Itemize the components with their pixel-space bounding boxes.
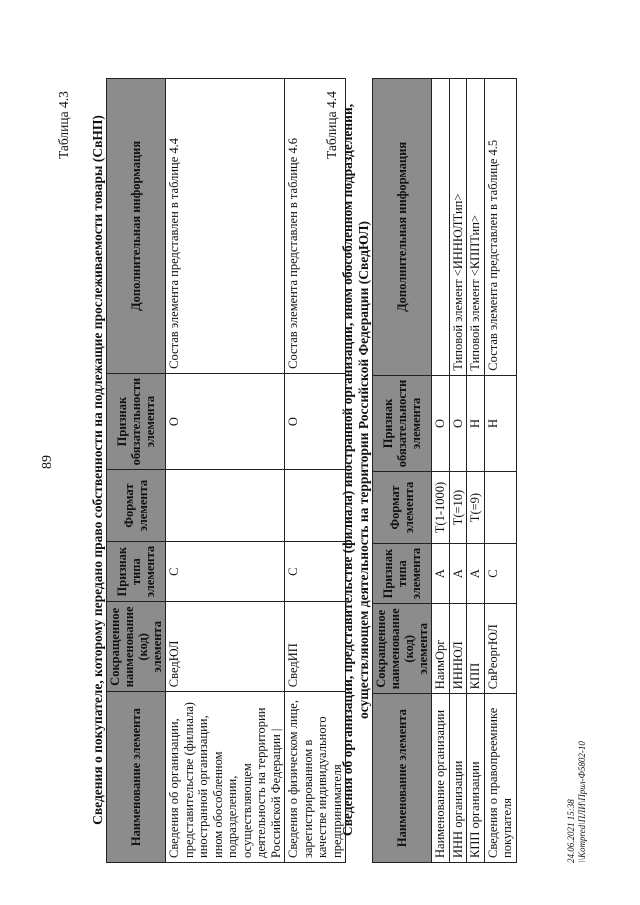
t44-r3-type: А [467, 543, 485, 604]
t43-r2-type: С [285, 541, 346, 602]
table-row [432, 79, 450, 863]
t43-r2-required: О [285, 373, 346, 470]
t43-head-type: Признак типа элемента [107, 541, 166, 602]
t43-r1-info: Состав элемента представлен в таблице 4.4 [166, 79, 285, 374]
t44-r1-required: О [432, 375, 450, 472]
table-4-3-caption: Таблица 4.3 [56, 91, 71, 159]
t44-head-name: Наименование элемента [373, 694, 432, 863]
t44-r1-type: А [432, 543, 450, 604]
t43-r1-name: Сведения об организации, представительстве (филиала) иностранной организации, ином обособленном подразделении, осуществляющем деятельность на территории Российской Федерации | [166, 692, 285, 863]
table-row [166, 79, 285, 863]
t44-r3-info: Типовой элемент <КППТип> [467, 79, 485, 376]
t43-head-required: Признак обязательности элемента [107, 373, 166, 470]
t44-head-required: Признак обязательности элемента [373, 375, 432, 472]
t44-r2-type: А [449, 543, 467, 604]
table-row [285, 79, 346, 863]
t44-r4-type: С [484, 543, 516, 604]
table-4-4-title-line1: Сведения об организации, представительстве (филиала) иностранной организации, ином обособленном подразделении, [340, 103, 355, 837]
t44-r4-required: Н [484, 375, 516, 472]
t44-r1-format: T(1-1000) [432, 472, 450, 544]
table-row [484, 79, 516, 863]
footer-file-path: \\Kompred\ПЛИ\Прил-Ф5802-10 [577, 741, 587, 863]
t44-r3-required: Н [467, 375, 485, 472]
t44-r2-info: Типовой элемент <ИННЮЛТип> [449, 79, 467, 376]
t44-head-type: Признак типа элемента [373, 543, 432, 604]
t43-r1-format [166, 470, 285, 541]
t44-r4-info: Состав элемента представлен в таблице 4.5 [484, 79, 516, 376]
t43-head-info: Дополнительная информация [107, 79, 166, 374]
t43-r1-type: С [166, 541, 285, 602]
t43-head-name: Наименование элемента [107, 692, 166, 863]
t43-r1-code: СведЮЛ [166, 602, 285, 692]
t44-r1-code: НаимОрг [432, 604, 450, 694]
t43-r1-required: О [166, 373, 285, 470]
t44-r2-name: ИНН организации [449, 694, 467, 863]
page-number: 89 [40, 455, 55, 469]
t44-r3-name: КПП организации [467, 694, 485, 863]
table-row [449, 79, 467, 863]
table-4-4-header-row [373, 79, 432, 863]
t43-r2-format [285, 470, 346, 541]
t44-r4-format [484, 472, 516, 544]
t43-r2-name: Сведения о физическом лице, зарегистрированном в качестве индивидуального предпринимателя [285, 692, 346, 863]
t44-r4-code: СвРеоргЮЛ [484, 604, 516, 694]
t44-r2-code: ИННЮЛ [449, 604, 467, 694]
t44-r2-format: T(=10) [449, 472, 467, 544]
table-4-3-header-row [107, 79, 166, 863]
t44-r3-code: КПП [467, 604, 485, 694]
t44-r2-required: О [449, 375, 467, 472]
t43-r2-info: Состав элемента представлен в таблице 4.6 [285, 79, 346, 374]
t43-head-format: Формат элемента [107, 470, 166, 541]
t44-r1-name: Наименование организации [432, 694, 450, 863]
t43-r2-code: СведИП [285, 602, 346, 692]
t44-head-code: Сокращенное наименование (код) элемента [373, 604, 432, 694]
t43-head-code: Сокращенное наименование (код) элемента [107, 602, 166, 692]
footer-timestamp: 24.06.2021 15:38 [566, 799, 576, 863]
table-4-3 [106, 78, 346, 863]
table-4-4-caption: Таблица 4.4 [324, 91, 339, 159]
t44-head-info: Дополнительная информация [373, 79, 432, 376]
t44-r1-info [432, 79, 450, 376]
table-4-4-title-line2: осуществляющем деятельность на территории Российской Федерации (СведЮЛ) [356, 221, 371, 720]
t44-r3-format: T(=9) [467, 472, 485, 544]
table-row [467, 79, 485, 863]
t44-head-format: Формат элемента [373, 472, 432, 544]
table-4-4 [372, 78, 517, 863]
t44-r4-name: Сведения о правопреемнике покупателя [484, 694, 516, 863]
table-4-3-title: Сведения о покупателе, которому передано право собственности на подлежащие прослеживаемости товары (СвНП) [90, 115, 105, 825]
